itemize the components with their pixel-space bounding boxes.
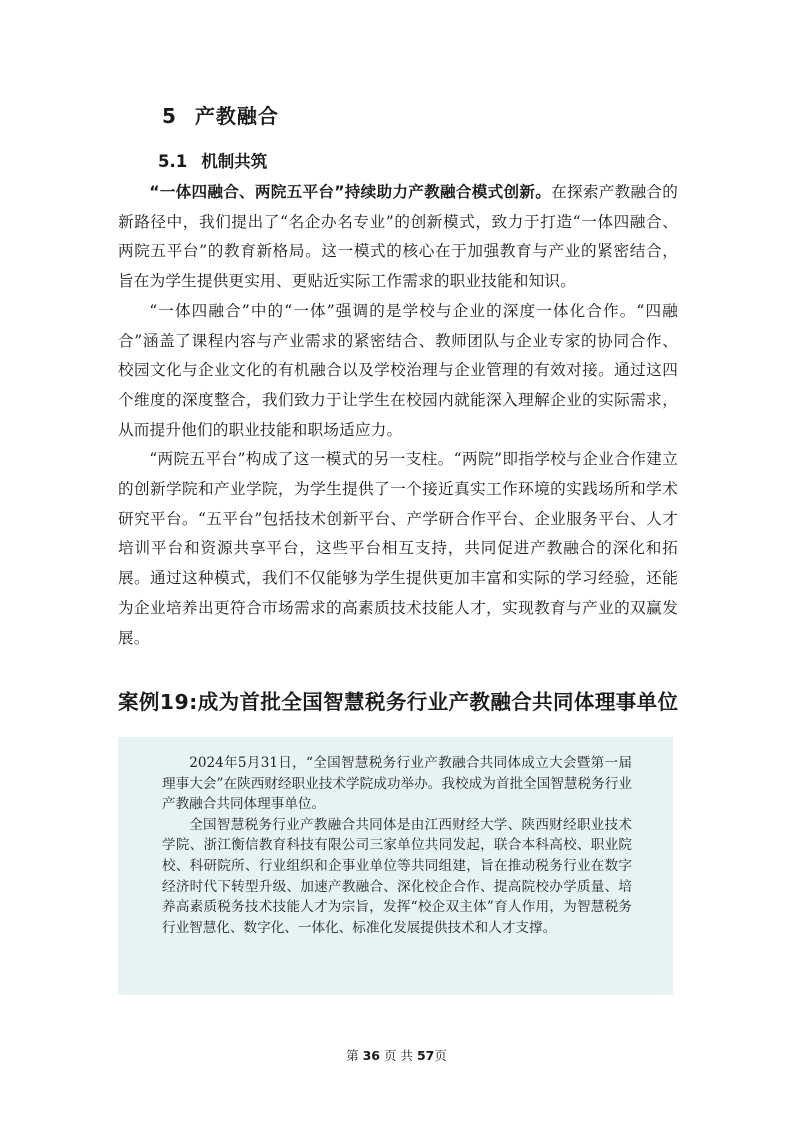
case-box [118,737,673,995]
paragraph-2: “一体四融合”中的“一体”强调的是学校与企业的深度一体化合作。“四融合”涵盖了课程内容与产业需求的紧密结合、教师团队与企业专家的协同合作、校园文化与企业文化的有机融合以及学校治理与企业管理的有效对接。通过这四个维度的深度整合，我们致力于让学生在校园内就能深入理解企业的实际需求，从而提升他们的职业技能和职场适应力。 [118,301,678,439]
section-title: 产教融合 [194,104,279,128]
subsection-number: 5.1 [158,152,188,171]
section-heading [162,100,279,129]
footer-suffix: 页 [434,1048,447,1063]
case-title: 案例19:成为首批全国智慧税务行业产教融合共同体理事单位 [118,690,679,714]
footer-total-pages: 57 [416,1048,435,1063]
paragraph-1-lead: “一体四融合、两院五平台”持续助力产教融合模式创新。 [149,183,552,201]
case-paragraph-1: 2024年5月31日，“全国智慧税务行业产教融合共同体成立大会暨第一届理事大会”在陕西财经职业技术学院成功举办。我校成为首批全国智慧税务行业产教融合共同体理事单位。 [162,755,632,813]
section-number: 5 [162,104,177,128]
body-text [118,178,678,653]
paragraph-3: “两院五平台”构成了这一模式的另一支柱。“两院”即指学校与企业合作建立的创新学院和产业学院，为学生提供了一个接近真实工作环境的实践场所和学术研究平台。“五平台”包括技术创新平台、产学研合作平台、企业服务平台、人才培训平台和资源共享平台，这些平台相互支持，共同促进产教融合的深化和拓展。通过这种模式，我们不仅能够为学生提供更加丰富和实际的学习经验，还能为企业培养出更符合市场需求的高素质技术技能人才，实现教育与产业的双赢发展。 [118,450,678,647]
paragraph-1 [118,178,678,297]
subsection-heading [158,148,267,172]
paragraph-1-text: 在探索产教融合的新路径中，我们提出了“名企办名专业”的创新模式，致力于打造“一体四融合、两院五平台”的教育新格局。这一模式的核心在于加强教育与产业的紧密结合，旨在为学生提供更实用、更贴近实际工作需求的职业技能和知识。 [118,183,678,291]
case-paragraph-2: 全国智慧税务行业产教融合共同体是由江西财经大学、陕西财经职业技术学院、浙江衡信教育科技有限公司三家单位共同发起，联合本科高校、职业院校、科研院所、行业组织和企事业单位等共同组建，旨在推动税务行业在数字经济时代下转型升级、加速产教融合、深化校企合作、提高院校办学质量、培养高素质税务技术技能人才为宗旨，发挥“校企双主体”育人作用，为智慧税务行业智慧化、数字化、一体化、标准化发展提供技术和人才支撑。 [162,816,632,936]
subsection-title: 机制共筑 [201,152,268,171]
page-footer [0,1046,793,1064]
footer-page-number: 36 [362,1048,381,1063]
footer-prefix: 第 [346,1048,359,1063]
case-text [162,753,632,938]
footer-middle: 页 共 [384,1048,413,1063]
